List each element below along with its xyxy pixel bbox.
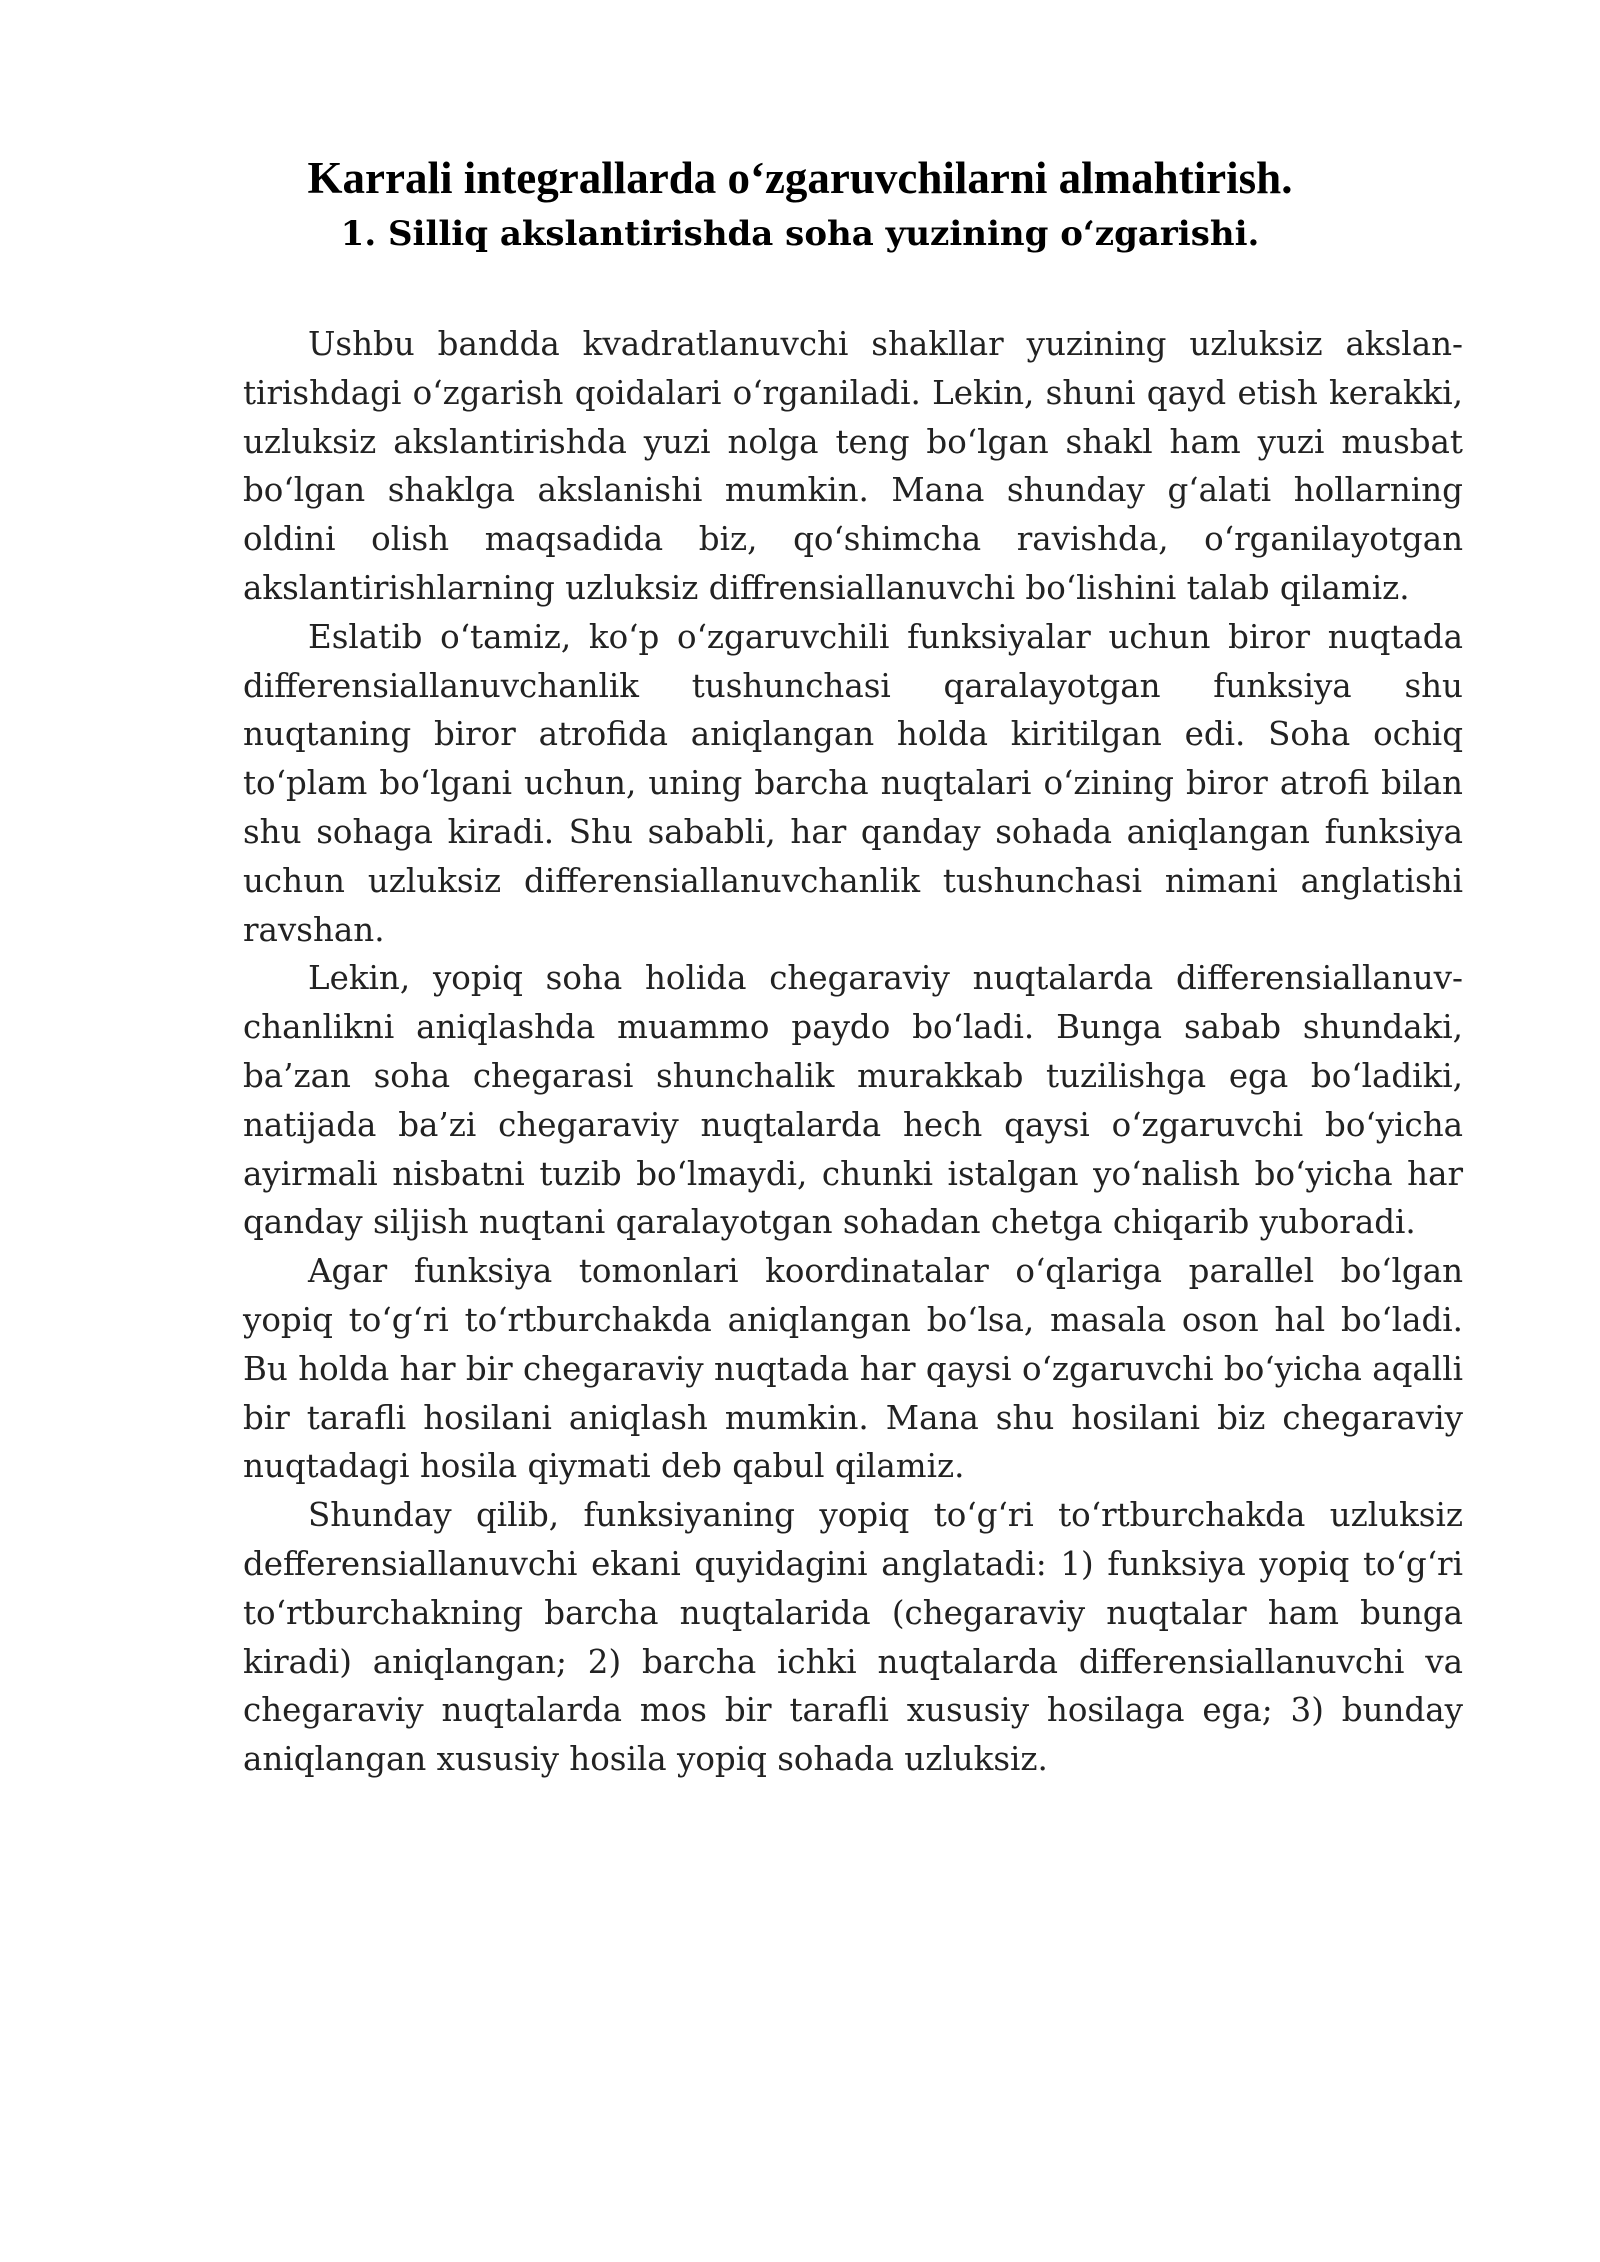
paragraph-1: Ushbu bandda kvadratlanuvchi shakllar yuzining uzluksiz akslantirishdagi o‘zgarish qoidalari o‘rganiladi. Lekin, shuni qayd etish kerakki, uzluksiz akslantirishda yuzi nolga teng bo‘lgan shakl ham yuzi musbat bo‘lgan shaklga akslanishi mumkin. Mana shunday g‘alati hollarning oldini olish maqsadida biz, qo‘shimcha ravishda, o‘rganilayotgan akslantirishlarning uzluksiz diffrensiallanuvchi bo‘lishini talab qilamiz. bbox=[243, 325, 1463, 607]
section-heading: 1. Silliq akslantirishda soha yuzining o‘zgarishi. bbox=[340, 214, 1260, 254]
page-title: Karrali integrallarda o‘zgaruvchilarni almahtirish. bbox=[307, 153, 1293, 203]
paragraph-3: Lekin, yopiq soha holida chegaraviy nuqtalarda differensiallanuvchanlikni aniqlashda muammo paydo bo‘ladi. Bunga sabab shundaki, ba’zan soha chegarasi shunchalik murakkab tuzilishga ega bo‘ladiki, natijada ba’zi chegaraviy nuqtalarda hech qaysi o‘zgaruvchi bo‘yicha ayirmali nisbatni tuzib bo‘lmaydi, chunki istalgan yo‘nalish bo‘yicha har qanday siljish nuqtani qaralayotgan sohadan chetga chiqarib yuboradi. bbox=[243, 959, 1463, 1242]
body-text bbox=[243, 320, 1463, 1784]
paragraph-4: Agar funksiya tomonlari koordinatalar o‘qlariga parallel bo‘lgan yopiq to‘g‘ri to‘rtburchakda aniqlangan bo‘lsa, masala oson hal bo‘ladi. Bu holda har bir chegaraviy nuqtada har qaysi o‘zgaruvchi bo‘yicha aqalli bir tarafli hosilani aniqlash mumkin. Mana shu hosilani biz chegaraviy nuqtadagi hosila qiymati deb qabul qilamiz. bbox=[243, 1252, 1463, 1486]
paragraph-2: Eslatib o‘tamiz, ko‘p o‘zgaruvchili funksiyalar uchun biror nuqtada differensiallanuvchanlik tushunchasi qaralayotgan funksiya shu nuqtaning biror atrofida aniqlangan holda kiritilgan edi. Soha ochiq to‘plam bo‘lgani uchun, uning barcha nuqtalari o‘zining biror atrofi bilan shu sohaga kiradi. Shu sababli, har qanday sohada aniqlangan funksiya uchun uzluksiz differensiallanuvchanlik tushunchasi nimani anglatishi ravshan. bbox=[243, 617, 1463, 949]
paragraph-5: Shunday qilib, funksiyaning yopiq to‘g‘ri to‘rtburchakda uzluksiz defferensiallanuvchi ekani quyidagini anglatadi: 1) funksiya yopiq to‘g‘ri to‘rtburchakning barcha nuqtalarida (chegaraviy nuqtalar ham bunga kiradi) aniqlangan; 2) barcha ichki nuqtalarda differensiallanuvchi va chegaraviy nuqtalarda mos bir tarafli xususiy hosilaga ega; 3) bunday aniqlangan xususiy hosila yopiq sohada uzluksiz. bbox=[243, 1496, 1463, 1779]
